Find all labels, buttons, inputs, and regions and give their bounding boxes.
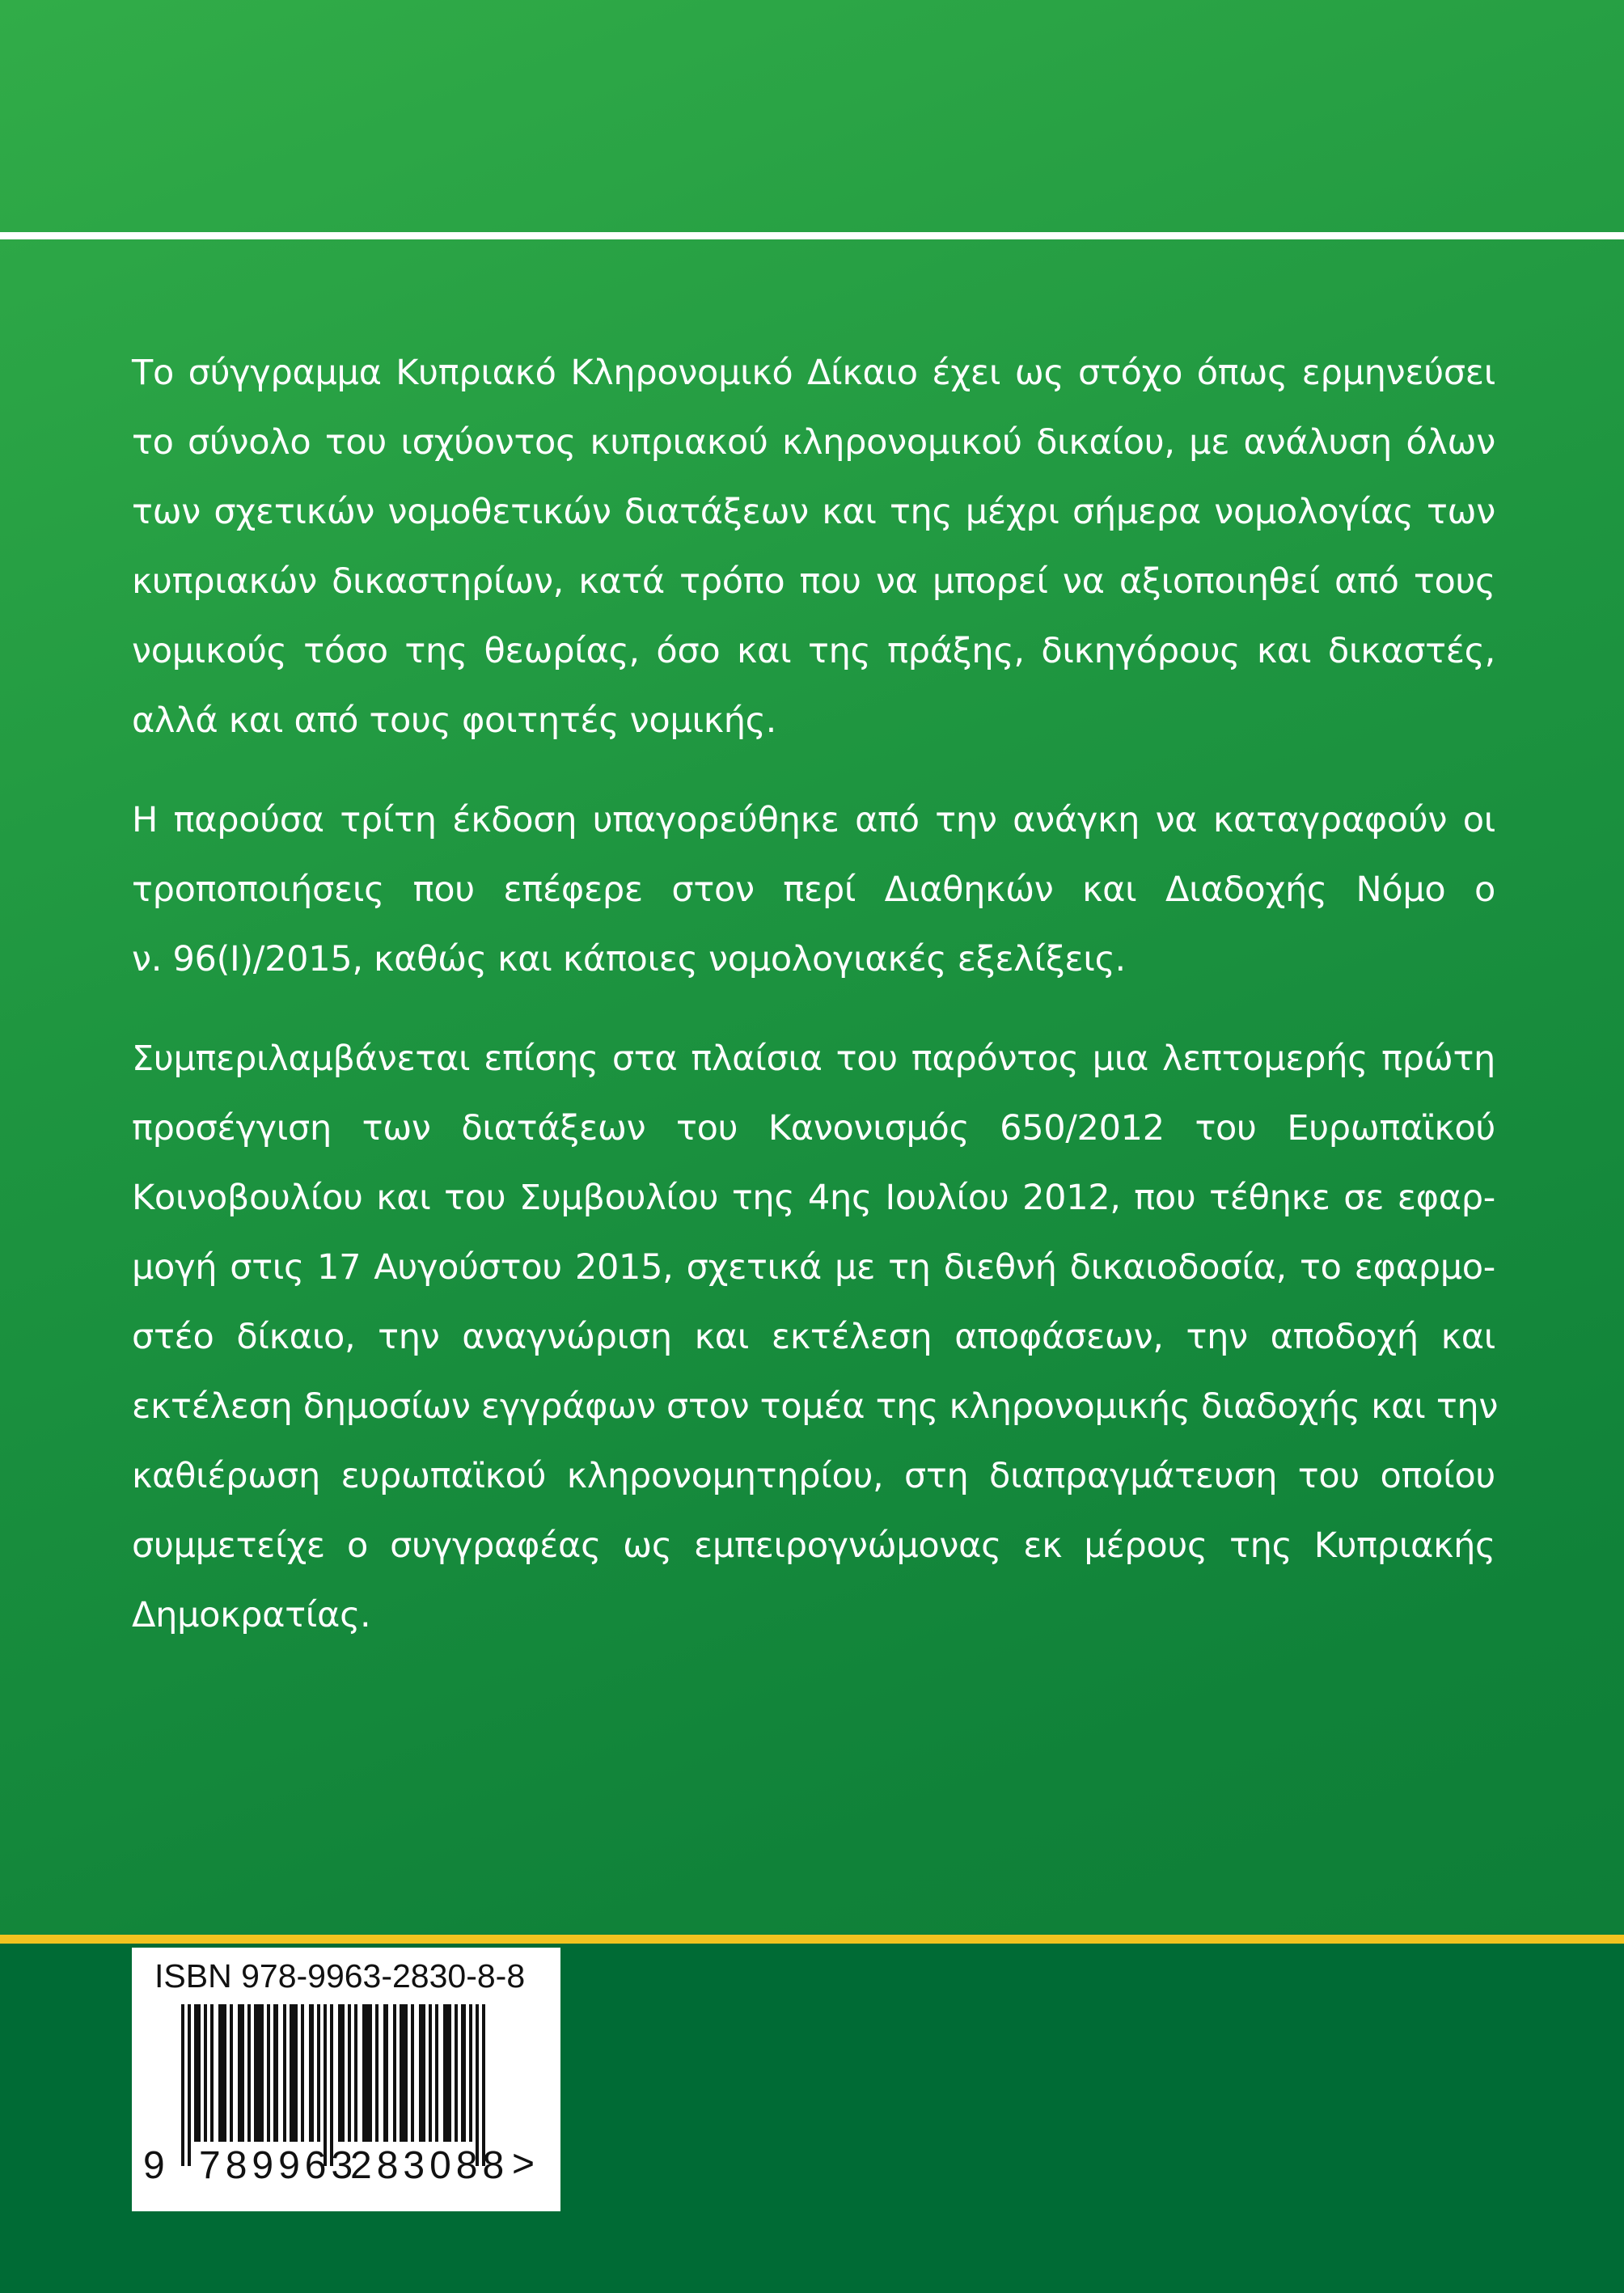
text-line: εκτέλεση δημοσίων εγγράφων στον τομέα της κληρονομικής διαδοχής και την: [132, 1386, 1499, 1427]
back-cover-description: [132, 338, 1499, 1680]
text-line: κυπριακών δικαστηρίων, κατά τρόπο που να μπορεί να αξιοποιηθεί από τους: [132, 561, 1495, 602]
footer-accent-line: [0, 1935, 1624, 1944]
text-line: αλλά και από τους φοιτητές νομικής.: [132, 700, 776, 741]
isbn-number: ISBN 978-9963-2830-8-8: [154, 1957, 526, 1995]
text-line: Κοινοβουλίου και του Συμβουλίου της 4ης Ιουλίου 2012, που τέθηκε σε εφαρ-: [132, 1178, 1495, 1218]
text-line: ν. 96(Ι)/2015, καθώς και κάποιες νομολογιακές εξελίξεις.: [132, 939, 1126, 979]
text-line: Δημοκρατίας.: [132, 1595, 371, 1635]
text-line: μογή στις 17 Αυγούστου 2015, σχετικά με τη διεθνή δικαιοδοσία, το εφαρμο-: [132, 1247, 1495, 1288]
text-line: Συμπεριλαμβάνεται επίσης στα πλαίσια του παρόντος μια λεπτομερής πρώτη: [132, 1039, 1495, 1079]
text-line: στέο δίκαιο, την αναγνώριση και εκτέλεση αποφάσεων, την αποδοχή και: [132, 1317, 1495, 1357]
text-line: τροποποιήσεις που επέφερε στον περί Διαθηκών και Διαδοχής Νόμο ο: [132, 869, 1495, 910]
text-line: των σχετικών νομοθετικών διατάξεων και της μέχρι σήμερα νομολογίας των: [132, 492, 1495, 532]
description-paragraph-3: [132, 1024, 1499, 1650]
ean-first-digit: 9: [143, 2144, 165, 2187]
text-line: νομικούς τόσο της θεωρίας, όσο και της πράξης, δικηγόρους και δικαστές,: [132, 631, 1495, 671]
ean-left-digits: 789963: [199, 2144, 358, 2187]
barcode-bars-icon: [181, 2004, 505, 2166]
text-line: καθιέρωση ευρωπαϊκού κληρονομητηρίου, στη διαπραγμάτευση του οποίου: [132, 1456, 1495, 1496]
description-paragraph-1: [132, 338, 1495, 755]
description-paragraph-2: [132, 785, 1495, 994]
text-line: το σύνολο του ισχύοντος κυπριακού κληρονομικού δικαίου, με ανάλυση όλων: [132, 422, 1495, 463]
text-line: Η παρούσα τρίτη έκδοση υπαγορεύθηκε από την ανάγκη να καταγραφούν οι: [132, 800, 1495, 840]
text-line: συμμετείχε ο συγγραφέας ως εμπειρογνώμονας εκ μέρους της Κυπριακής: [132, 1525, 1495, 1566]
text-line: προσέγγιση των διατάξεων του Κανονισμός 650/2012 του Ευρωπαϊκού: [132, 1108, 1495, 1149]
quiet-zone-mark: >: [512, 2143, 535, 2185]
isbn-barcode-label: [132, 1948, 560, 2211]
top-divider-line: [0, 232, 1624, 239]
ean-right-digits: 283088: [350, 2144, 510, 2187]
text-line: Το σύγγραμμα Κυπριακό Κληρονομικό Δίκαιο έχει ως στόχο όπως ερμηνεύσει: [132, 353, 1495, 393]
